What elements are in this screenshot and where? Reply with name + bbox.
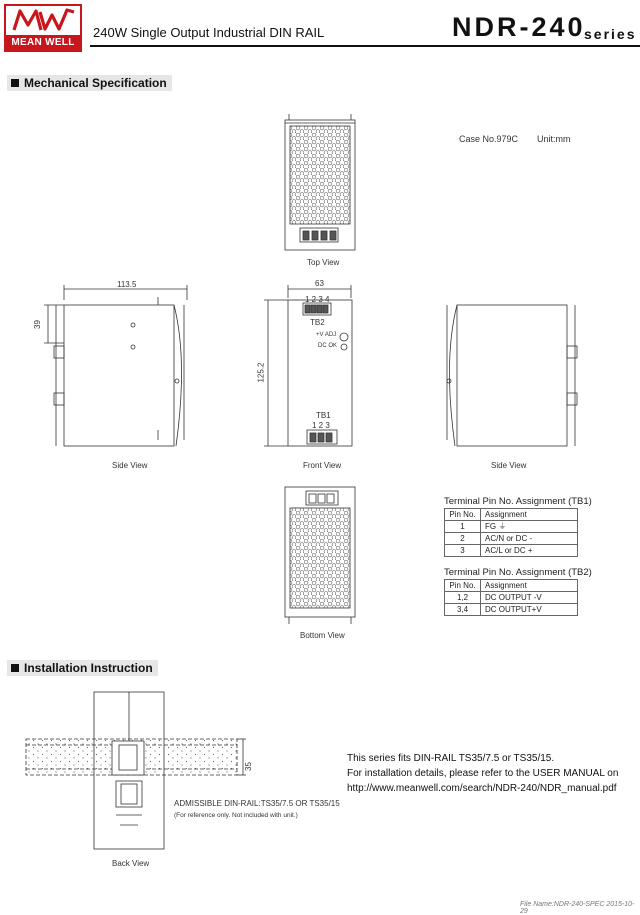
- tb2-table-title: Terminal Pin No. Assignment (TB2): [444, 567, 592, 578]
- side-view-left-label: Side View: [112, 461, 148, 470]
- back-view-label: Back View: [112, 859, 150, 868]
- rail-note-line1: ADMISSIBLE DIN-RAIL:TS35/7.5 OR TS35/15: [174, 799, 340, 808]
- install-note-line2: For installation details, please refer to the USER MANUAL on: [347, 768, 619, 779]
- side-view-right-drawing: [447, 305, 577, 446]
- tb2-label: TB2: [310, 318, 325, 327]
- install-note-line1: This series fits DIN-RAIL TS35/7.5 or TS35/15.: [347, 753, 555, 764]
- tb1-table: [444, 508, 578, 557]
- top-view-label: Top View: [307, 258, 340, 267]
- vadj-label: +V ADJ: [316, 332, 337, 338]
- side-view-right-label: Side View: [491, 461, 527, 470]
- dimension-side-offset: 39: [32, 320, 42, 329]
- table-header-row: Pin No. Assignment: [445, 580, 578, 592]
- rail-note-line2: (For reference only. Not included with unit.): [174, 812, 298, 819]
- bottom-view-drawing: [285, 487, 355, 624]
- install-note: [347, 751, 618, 796]
- case-number: Case No.979C: [459, 134, 519, 144]
- tb2-pins: 1 2 3 4: [305, 295, 330, 304]
- tb2-table: [444, 579, 578, 616]
- install-note-line3: http://www.meanwell.com/search/NDR-240/NDR_manual.pdf: [347, 783, 617, 794]
- bottom-view-label: Bottom View: [300, 631, 345, 640]
- dimension-rail-height: 35: [243, 762, 253, 771]
- dcok-label: DC OK: [318, 343, 338, 349]
- table-row: 1 FG ⏚: [445, 521, 578, 533]
- logo-text: MEAN WELL: [6, 35, 80, 50]
- section-mechanical: Mechanical Specification: [7, 75, 172, 91]
- tb1-pins: 1 2 3: [312, 421, 330, 430]
- section-installation: Installation Instruction: [7, 660, 158, 676]
- series-label: series: [584, 26, 637, 42]
- dimension-height: 125.2: [256, 362, 266, 383]
- footer-filename: File Name:NDR-240-SPEC 2015-10-29: [520, 901, 635, 915]
- top-view-drawing: [285, 114, 355, 250]
- side-view-left-drawing: [44, 285, 187, 446]
- unit-label: Unit:mm: [537, 134, 571, 144]
- table-row: 1,2 DC OUTPUT -V: [445, 592, 578, 604]
- product-subtitle: 240W Single Output Industrial DIN RAIL: [93, 25, 325, 40]
- dimension-width: 63: [315, 279, 324, 288]
- tb1-label: TB1: [316, 411, 331, 420]
- table-row: 3,4 DC OUTPUT+V: [445, 604, 578, 616]
- front-view-label: Front View: [303, 461, 342, 470]
- back-view-drawing: [26, 692, 246, 849]
- table-header-row: Pin No. Assignment: [445, 509, 578, 521]
- model-name: NDR-240: [452, 12, 586, 42]
- table-row: 2 AC/N or DC -: [445, 533, 578, 545]
- square-bullet-icon: [11, 664, 19, 672]
- tb1-table-title: Terminal Pin No. Assignment (TB1): [444, 496, 592, 507]
- front-view-drawing: [264, 285, 352, 446]
- table-row: 3 AC/L or DC +: [445, 545, 578, 557]
- dimension-depth: 113.5: [117, 280, 137, 289]
